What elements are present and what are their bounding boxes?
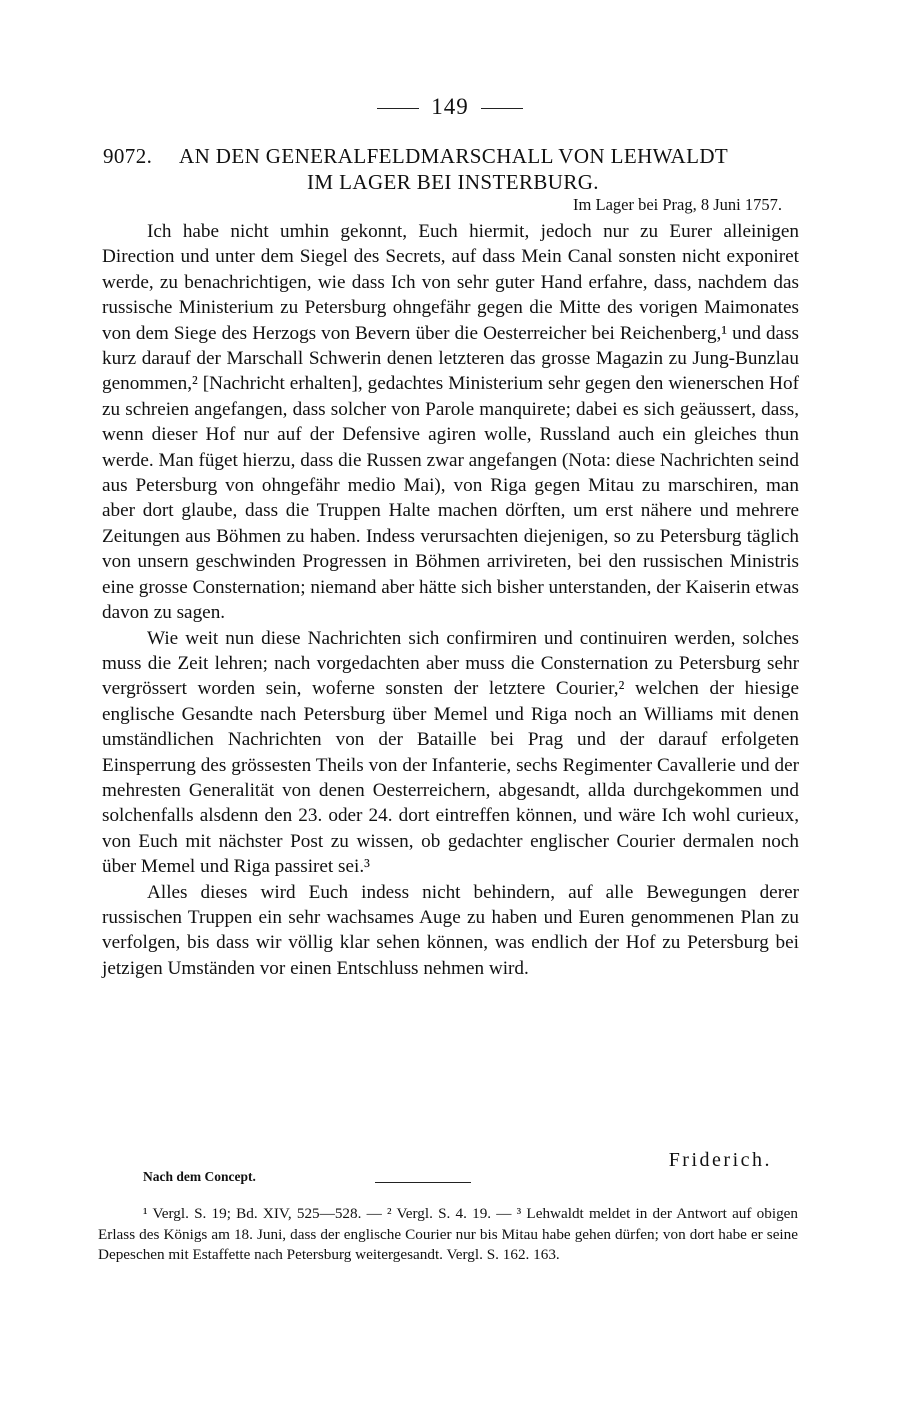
- body-paragraph-3: Alles dieses wird Euch indess nicht behindern, auf alle Bewegungen derer russischen Truppen ein sehr wachsames Auge zu haben und Euren genommenen Plan zu verfolgen, bis dass wir völlig klar sehen können, was endlich der Hof zu Petersburg bei jetzigen Umständen vor einen Entschluss nehmen wird.: [102, 881, 799, 979]
- page-number-dash-left: [377, 108, 419, 109]
- letter-title-line1: AN DEN GENERALFELDMARSCHALL VON LEHWALDT: [179, 144, 729, 168]
- footnote-text: ¹ Vergl. S. 19; Bd. XIV, 525—528. — ² Vergl. S. 4. 19. — ³ Lehwaldt meldet in der Antwort auf obigen Erlass des Königs am 18. Juni, dass der englische Courier nur bis Mitau habe gehen dürfen; von dort habe er seine Depeschen mit Estaffette nach Petersburg weitergesandt. Vergl. S. 162. 163.: [98, 1205, 798, 1263]
- source-note: Nach dem Concept.: [143, 1169, 256, 1184]
- footnote-separator: [375, 1182, 471, 1183]
- page-number-dash-right: [481, 108, 523, 109]
- letter-number: 9072.: [103, 144, 153, 168]
- body-paragraph-1: Ich habe nicht umhin gekonnt, Euch hiermit, jedoch nur zu Eurer alleinigen Direction und unter dem Siegel des Secrets, auf dass Mein Canal sonsten nicht exponiret werde, zu benachrichtigen, wie dass Ich von sehr guter Hand erfahre, dass, nachdem das russische Ministerium zu Petersburg ohngefähr gegen die Mitte des vorigen Maimonates von dem Siege des Herzogs von Bevern über die Oesterreicher bei Reichenberg,¹ und dass kurz darauf der Marschall Schwerin denen letzteren das grosse Magazin zu Jung-Bunzlau genommen,² [Nachricht erhalten], gedachtes Ministerium sehr gegen den wienerschen Hof zu schreien angefangen, dass solcher von Parole manquirete; dabei es sich geäussert, dass, wenn dieser Hof nur auf der Defensive agiren wolle, Russland auch ein gleiches thun werde. Man füget hierzu, dass die Russen zwar angefangen (Nota: diese Nachrichten seind aus Petersburg von ohngefähr medio Mai), von Riga gegen Mitau zu marschiren, man aber dort glaube, dass die Truppen Halte machen dörften, um erst nähere und mehrere Zeitungen aus Böhmen zu haben. Indess verursachten diejenigen, so zu Petersburg täglich von unsern geschwinden Progressen in Böhmen arrivireten, bei den russischen Ministris eine grosse Consternation; niemand aber hätte sich bisher unterstanden, der Kaiserin etwas davon zu sagen.: [102, 221, 799, 624]
- page-number: [0, 94, 900, 120]
- dateline: Im Lager bei Prag, 8 Juni 1757.: [573, 195, 782, 214]
- body-paragraph-2: Wie weit nun diese Nachrichten sich confirmiren und continuiren werden, solches muss die Zeit lehren; nach vorgedachten aber muss die Consternation zu Petersburg sehr vergrössert worden sein, woferne sonsten der letztere Courier,² welchen der hiesige englische Gesandte nach Petersburg über Memel und Riga noch an Williams mit denen umständlichen Nachrichten von der Bataille bei Prag und der darauf erfolgeten Einsperrung des grössesten Theils von der Infanterie, sechs Regimenter Cavallerie und der mehresten Generalität von denen Oesterreichern, abgesandt, allda durchgekommen und solchenfalls alsdenn den 23. oder 24. dort eintreffen können, und wäre Ich wohl curieux, von Euch mit nächster Post zu wissen, ob gedachter englischer Courier dermalen noch über Memel und Riga passiret sei.³: [102, 627, 799, 878]
- footnotes: [98, 1204, 798, 1266]
- page-number-text: 149: [431, 94, 469, 119]
- letter-body: [102, 219, 799, 981]
- signature: Friderich.: [668, 1149, 772, 1171]
- letter-title-line2: IM LAGER BEI INSTERBURG.: [307, 170, 599, 194]
